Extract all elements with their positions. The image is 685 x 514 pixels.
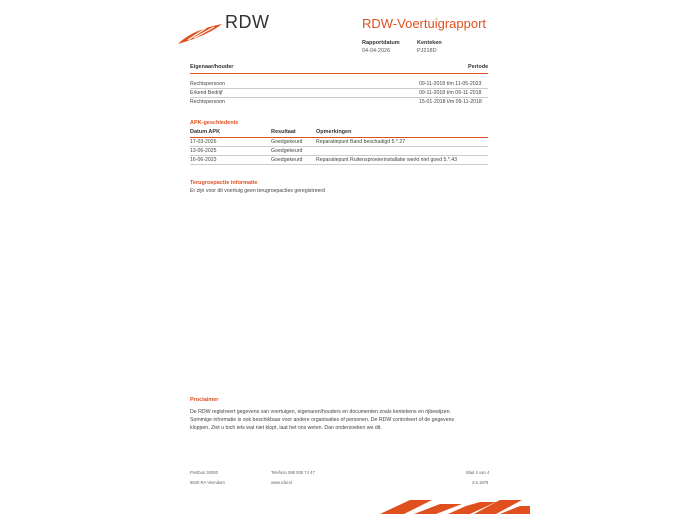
apk-row-3-result: Goedgekeurd	[271, 157, 303, 163]
disclaimer-line-1: De RDW registreert gegevens van voertuigen, eigenaren/houders en documenten zoals kentekens en rijbewijzen.	[190, 409, 451, 415]
kenteken-label: Kenteken	[417, 40, 442, 46]
row-divider	[190, 164, 488, 165]
decorative-stripes-icon	[370, 496, 530, 514]
footer-page: Blad 4 van 4	[466, 470, 490, 475]
disclaimer-title: Proclaimer	[190, 397, 219, 403]
owner-row-2-owner: Erkend Bedrijf	[190, 90, 223, 96]
footer-city: 9640 RA Veendam	[190, 480, 225, 485]
footer-phone: Telefoon 088 008 74 47	[271, 470, 315, 475]
logo-text: RDW	[225, 12, 270, 32]
apk-remarks-header: Opmerkingen	[316, 129, 352, 135]
recall-text: Er zijn voor dit voertuig geen terugroepacties geregistreerd	[190, 188, 325, 194]
row-divider	[190, 155, 488, 156]
disclaimer-text	[190, 408, 500, 432]
apk-row-1-remarks: Reparatiepunt Band beschadigd 5.*.27	[316, 139, 406, 145]
apk-row-3-remarks: Reparatiepunt Ruitensproeierinstallatie werkt niet goed 5.*.43	[316, 157, 458, 163]
rapportdatum-label: Rapportdatum	[362, 40, 400, 46]
apk-row-2-date: 13-06-2025	[190, 148, 217, 154]
owner-row-1-period: 09-11-2018 t/m 11-05-2023	[419, 81, 482, 87]
apk-result-header: Resultaat	[271, 129, 296, 135]
owner-row-3-period: 15-01-2018 t/m 09-11-2018	[419, 99, 482, 105]
rapportdatum-value: 04-04-2026	[362, 48, 391, 54]
owner-row-1-owner: Rechtspersoon	[190, 81, 225, 87]
apk-section-title: APK-geschiedenis	[190, 120, 239, 126]
apk-date-header: Datum APK	[190, 129, 221, 135]
owner-column-header: Eigenaar/houder	[190, 64, 234, 70]
disclaimer-line-2: Sommige informatie is ook beschikbaar voor andere organisaties of personen. De RDW controleert of de gegevens	[190, 417, 455, 423]
footer-web: www.rdw.nl	[271, 480, 292, 485]
row-divider	[190, 88, 488, 89]
row-divider	[190, 97, 488, 98]
owners-divider	[190, 73, 488, 74]
footer-code: 3.6.1878	[472, 480, 489, 485]
disclaimer-line-3: kloppen. Ziet u toch iets wat niet klopt, laat het ons weten. Dan onderzoeken we dit.	[190, 425, 382, 431]
row-divider	[190, 146, 488, 147]
apk-row-3-date: 16-06-2023	[190, 157, 217, 163]
apk-row-1-date: 17-03-2026	[190, 139, 217, 145]
kenteken-value: PJ218D	[417, 48, 437, 54]
document-title: RDW-Voertuigrapport	[362, 16, 487, 31]
rdw-logo-icon	[176, 22, 224, 46]
owner-row-3-owner: Rechtspersoon	[190, 99, 225, 105]
owner-row-2-period: 09-11-2018 t/m 09-11-2018	[419, 90, 482, 96]
apk-row-1-result: Goedgekeurd	[271, 139, 303, 145]
apk-divider	[190, 137, 488, 138]
footer-postbus: Postbus 30000	[190, 470, 218, 475]
period-column-header: Periode	[468, 64, 489, 70]
recall-section-title: Terugroepactie informatie	[190, 180, 258, 186]
apk-row-2-result: Goedgekeurd	[271, 148, 303, 154]
